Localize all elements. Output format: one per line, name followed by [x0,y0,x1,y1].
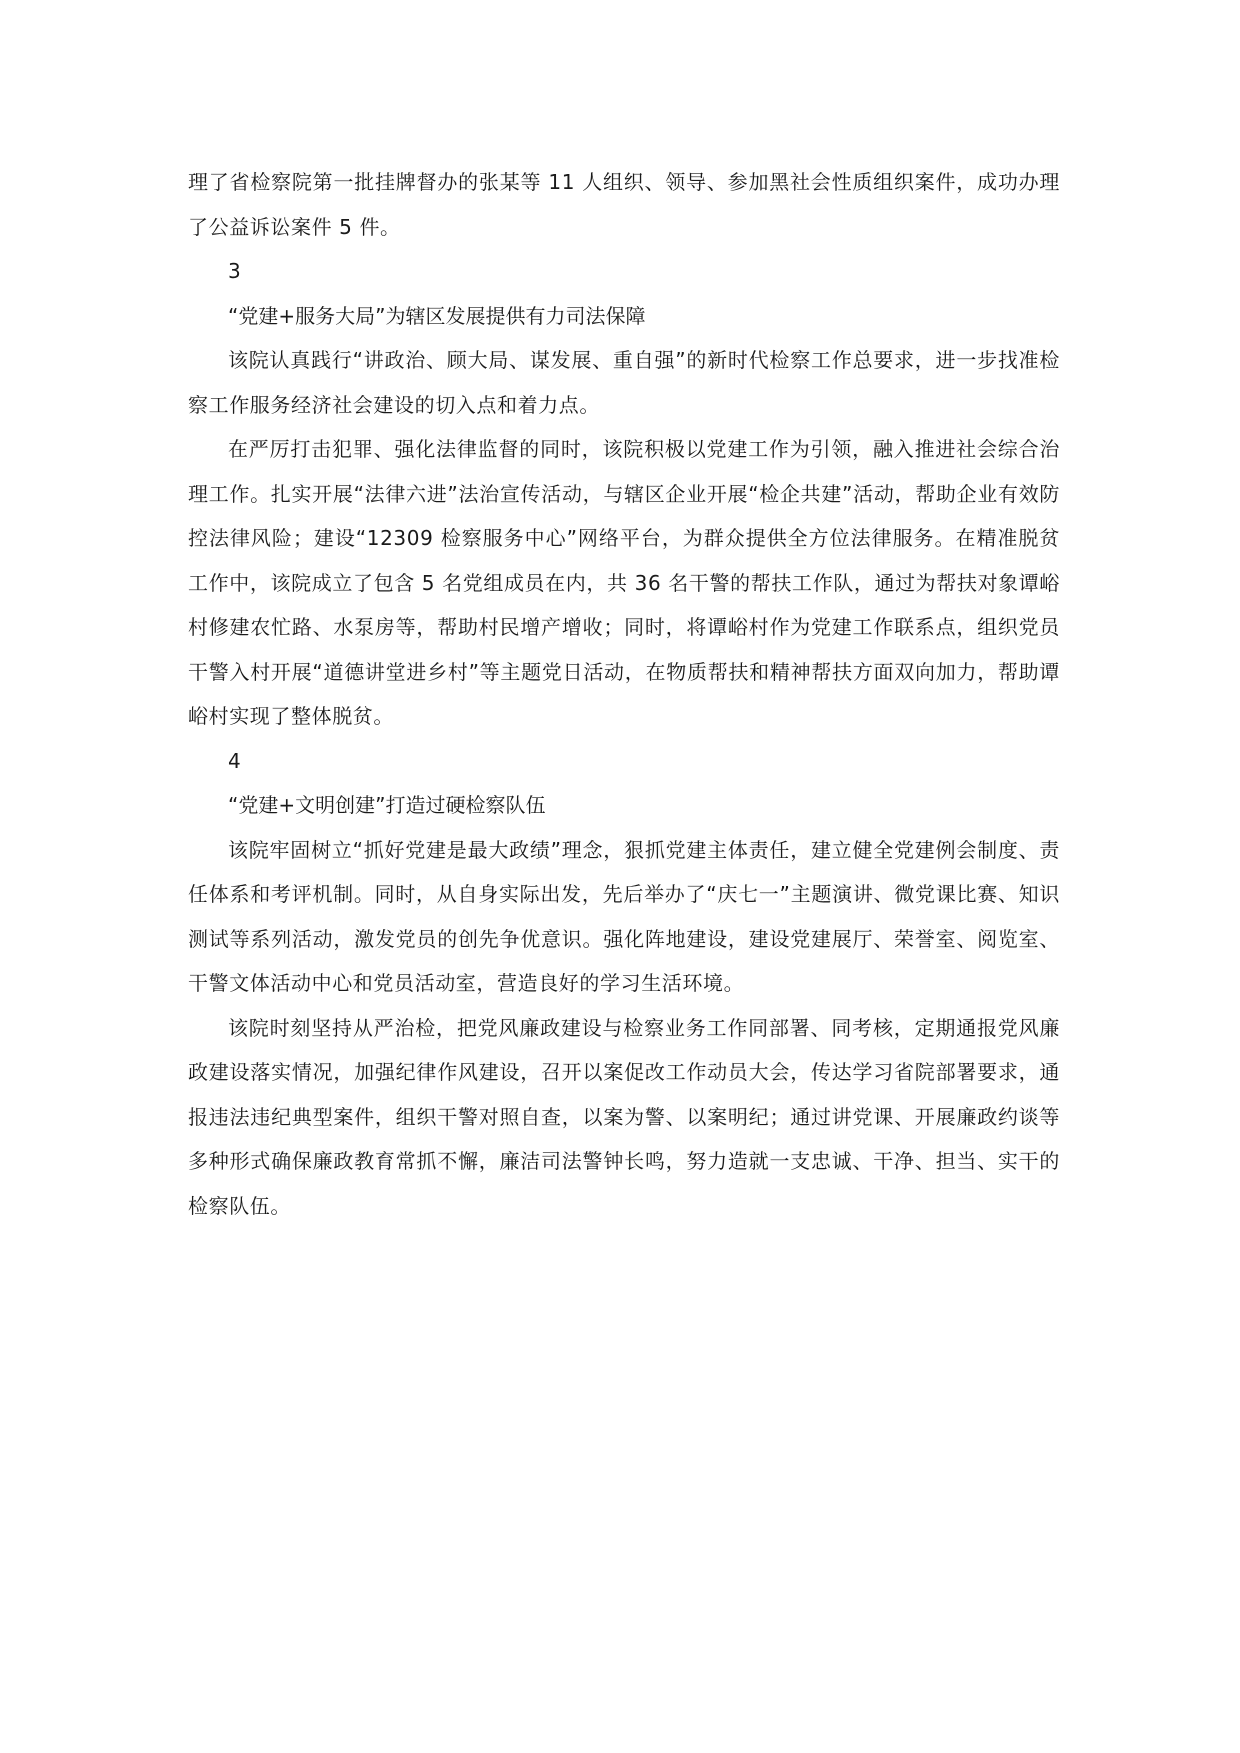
section-3-number: 3 [228,259,241,283]
section-4-paragraph-2: 该院时刻坚持从严治检，把党风廉政建设与检察业务工作同部署、同考核，定期通报党风廉政建设落实情况，加强纪律作风建设，召开以案促改工作动员大会，传达学习省院部署要求，通报违法违纪典型案件，组织干警对照自查，以案为警、以案明纪；通过讲党课、开展廉政约谈等多种形式确保廉政教育常抓不懈，廉洁司法警钟长鸣，努力造就一支忠诚、干净、担当、实干的检察队伍。 [188,1015,1060,1218]
section-4-number: 4 [228,748,241,773]
paragraph-continued: 理了省检察院第一批挂牌督办的张某等 11 人组织、领导、参加黑社会性质组织案件，成功办理了公益诉讼案件 5 件。 [188,170,1060,239]
section-3-paragraph-1: 该院认真践行“讲政治、顾大局、谋发展、重自强”的新时代检察工作总要求，进一步找准检察工作服务经济社会建设的切入点和着力点。 [188,348,1060,417]
section-3-paragraph-2: 在严厉打击犯罪、强化法律监督的同时，该院积极以党建工作为引领，融入推进社会综合治理工作。扎实开展“法律六进”法治宣传活动，与辖区企业开展“检企共建”活动，帮助企业有效防控法律风险；建设“12309 检察服务中心”网络平台，为群众提供全方位法律服务。在精准脱贫工作中，该院成立了包含 5 名党组成员在内，共 36 名干警的帮扶工作队，通过为帮扶对象谭峪村修建农忙路、水泵房等，帮助村民增产增收；同时，将谭峪村作为党建工作联系点，组织党员干警入村开展“道德讲堂进乡村”等主题党日活动，在物质帮扶和精神帮扶方面双向加力，帮助谭峪村实现了整体脱贫。 [188,437,1060,728]
document-body [188,160,1060,1228]
section-4-title: “党建+文明创建”打造过硬检察队伍 [228,793,546,817]
section-4-paragraph-1: 该院牢固树立“抓好党建是最大政绩”理念，狠抓党建主体责任，建立健全党建例会制度、责任体系和考评机制。同时，从自身实际出发，先后举办了“庆七一”主题演讲、微党课比赛、知识测试等系列活动，激发党员的创先争优意识。强化阵地建设，建设党建展厅、荣誉室、阅览室、干警文体活动中心和党员活动室，营造良好的学习生活环境。 [188,837,1060,995]
section-3-title: “党建+服务大局”为辖区发展提供有力司法保障 [228,303,646,328]
